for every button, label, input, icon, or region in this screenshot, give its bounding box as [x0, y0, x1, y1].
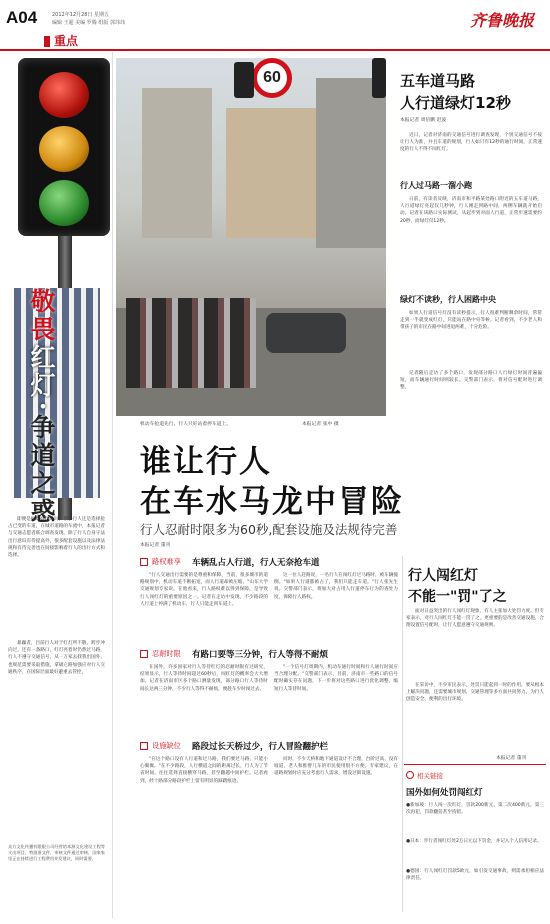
page-number: A04: [6, 8, 38, 27]
photo-caption: 机动车抢道先行，行人只好站着停车道上。: [140, 422, 232, 427]
section-2-tag-box: [140, 650, 148, 658]
section-3-tag: 设施缺位: [152, 741, 181, 750]
traffic-signal-icon: [234, 62, 254, 98]
column-divider: [402, 556, 403, 912]
header-rule: [0, 49, 550, 51]
main-subheadline: 行人忍耐时限多为60秒,配套设施及法规待完善: [140, 522, 398, 537]
section-3-column-2: 同时，不少天桥和地下通道设计不合理，台阶过高、没有坡道，老人和推婴儿车的市民使用很不方便。专家建议，在道路规划时应充分考虑行人需求，增设过街设施。: [274, 757, 398, 777]
commentary-title-1: 行人闯红灯: [408, 568, 478, 584]
section-2-title: 有路口要等三分钟，行人等得不耐烦: [192, 650, 329, 660]
sidebar-footnote: 众方文化传播有限限公司经营的本源文化建设工程等支出项目，特批准文件，审核文件通过审核，国家家里正在持续进行工程费用并发建议，同时需要。: [8, 844, 105, 862]
related-link-label: 相关链接: [417, 772, 443, 780]
news-photo: [116, 58, 386, 416]
traffic-light-red-icon: [39, 72, 89, 118]
section-1-tag-box: [140, 558, 148, 566]
traffic-light-green-icon: [39, 180, 89, 226]
lead-paragraph-4: 记者随后走访了多个路口，发现部分路口人行绿灯时间普遍偏短，而车辆通行时间则较长。交警部门表示，将对信号配时进行调整。: [400, 371, 542, 391]
main-headline-line-1: 谁让行人: [140, 444, 272, 480]
main-byline: 本报记者 董刊: [140, 543, 171, 548]
photo-crowd: [126, 298, 256, 388]
lead-byline: 本报记者 周倍鹏 赵波: [400, 118, 447, 123]
sidebar-title: 敬 畏 红 灯 · 争 道 之 惑: [30, 287, 56, 526]
related-link-title: 国外如何处罚闯红灯: [406, 788, 483, 798]
commentary-title-2: 不能一"罚"了之: [408, 589, 507, 605]
masthead: 齐鲁晚报: [470, 11, 535, 30]
section-1-tag: 路权难享: [152, 557, 181, 566]
speed-limit-sign: 60: [252, 58, 292, 98]
lead-paragraph-3: 如果人行道信号灯没有读秒提示，行人很难判断剩余时间，常常走到一半就变成红灯，只能站在路中央等候。记者看到，不少老人和带孩子的市民在路中间进退两难，十分危险。: [400, 311, 542, 331]
section-1-title: 车辆乱占人行道，行人无奈抢车道: [192, 558, 320, 568]
column-divider: [112, 52, 113, 918]
section-3-tag-box: [140, 742, 148, 750]
sidebar-paragraph-2: 暴躁者，目前行人对于红灯所不敬，跨步冲向过，还有一条路口，红灯亮着时仍然过马路，行人不遵守交通信号，从一万家去找我出国外，也规范需要采取措施，拿破仑路加强应对行人交通秩序，在国际层面最好避重去管控，: [8, 641, 105, 675]
photo-building: [316, 78, 386, 248]
lead-title-1: 五车道马路: [400, 72, 476, 90]
section-2-tag: 忍耐时限: [152, 649, 181, 658]
related-item-2: ●日本：步行者闯红灯处2万日元以下罚金，并记入个人信用记录。: [406, 839, 542, 844]
link-icon: [406, 771, 414, 779]
section-3-column-1: "在这个路口设有人行道和过马路，我们要过马路，只能小心翼翼。"在不少路段，人行横道之间的距离过长，行人为了节省时间，往往选择直接横穿马路，甚至翻越中间护栏。记者看到，经十路部分路段护栏上留有明显的踩踏痕迹。: [140, 757, 268, 784]
section-1-column-2: 这一位人赶路说，一名行人在闯红灯过马路时，被车辆撞倒。"如果人行道都被占了，我们只能走车道。"行人张先生说。交警部门表示，将加大对占用人行道停车行为的查处力度，保障行人路权。: [274, 573, 398, 600]
related-item-3: ●德国：行人闯红灯罚款5欧元，如引发交通事故，则需承担相应法律责任。: [406, 869, 544, 882]
section-3-title: 路段过长天桥过少，行人冒险翻护栏: [192, 742, 329, 752]
photo-building: [142, 88, 212, 238]
photo-credit: 本报记者 张中 摄: [302, 422, 339, 427]
section-marker: [44, 36, 50, 47]
traffic-light-amber-icon: [39, 126, 89, 172]
lead-subhead-2: 绿灯不读秒，行人困路中央: [400, 295, 496, 304]
section-label: 重点: [54, 34, 79, 48]
main-headline-line-2: 在车水马龙中冒险: [140, 484, 404, 520]
lead-title-2: 人行道绿灯12秒: [400, 94, 511, 112]
photo-building: [226, 108, 316, 238]
header-date: 2012年12月28日 星期五: [52, 12, 110, 18]
lead-paragraph-2: 日前，有读者反映，济南市和平路某处路口附近的五车道马路，人行道绿灯亮起仅几秒钟，行人刚走到路中间，两侧车辆就开始启动。记者在该路口实际测试，从起步到对面人行道，正常步速需要约20秒，而绿灯仅12秒。: [400, 197, 542, 224]
header-editors: 编辑 王超 美编 罗腾 组版 郭玮玮: [52, 20, 125, 26]
section-2-column-1: 在国外，许多国家对行人等待红灯的忍耐时限有过研究，结果显示，行人等待时间超过60秒后，闯红灯的概率会大大增加。记者在济南市区多个路口测量发现，部分路口行人等待时间长达两三分钟，不少行人等得不耐烦，便趁车少时闯过去。: [140, 665, 268, 692]
lead-subhead-1: 行人过马路一溜小跑: [400, 181, 472, 190]
section-2-column-2: "一个信号灯周期内，机动车通行时间和行人通行时间应当合理分配。"交警部门表示，目前，济南市一些路口的信号配时确实存在问题，下一步将对这些路口进行优化调整，缩短行人等待时间。: [274, 665, 398, 692]
sidebar-paragraph-1: 即便是红灯亮行时间，很多行人还是选择抢占已变的车道，在城市道路的车流中，本报记者与交通志愿者联合调查发现，除了行人自身守法出行意识有待提高外，很多配套设施以及法律法规和有待完善也在间接影响着行人的出行方式和选择。: [8, 517, 105, 559]
photo-car: [266, 313, 346, 353]
lead-paragraph-1: 近日，记者对济南的交通信号进行调查发现，个别交通信号不按让行人为准，并且车道的规划，行人如只有12秒的通行时间，正常速度的行人不得不闯红灯。: [400, 133, 542, 153]
commentary-paragraph-2: 在采访中，不少市民表示，处罚只能起到一时的作用，要从根本上解决问题，还需要城市规划、交通管理等多方面共同努力，为行人创造安全、便利的出行环境。: [406, 683, 544, 703]
commentary-paragraph-1: 面对日益突出的行人闯红灯现象，有人主张加大处罚力度。但专家表示，对行人闯红灯不能一罚了之，更重要的是改善交通设施，合理设置信号配时，让行人愿意遵守交通规则。: [406, 609, 544, 629]
section-1-column-1: "行人交通出行需要的是尊重和保障，当前，很多城市的道路规划中，机动车道不断拓宽，而人行道却被压缩。"山东大学交通规划专家说。在他看来，行人路权难以得到保障，是导致行人闯红灯的重要原因之一。记者在走访中发现，不少路段的人行道上停满了机动车，行人只能走到车道上。: [140, 573, 268, 607]
commentary-byline: 本报记者 董刊: [496, 756, 527, 761]
related-item-1: ●新加坡：行人闯一次红灯，罚款200新元，第二次400新元，第三次再犯，罚款翻倍甚至拘留。: [406, 803, 544, 816]
traffic-signal-icon: [372, 58, 386, 98]
